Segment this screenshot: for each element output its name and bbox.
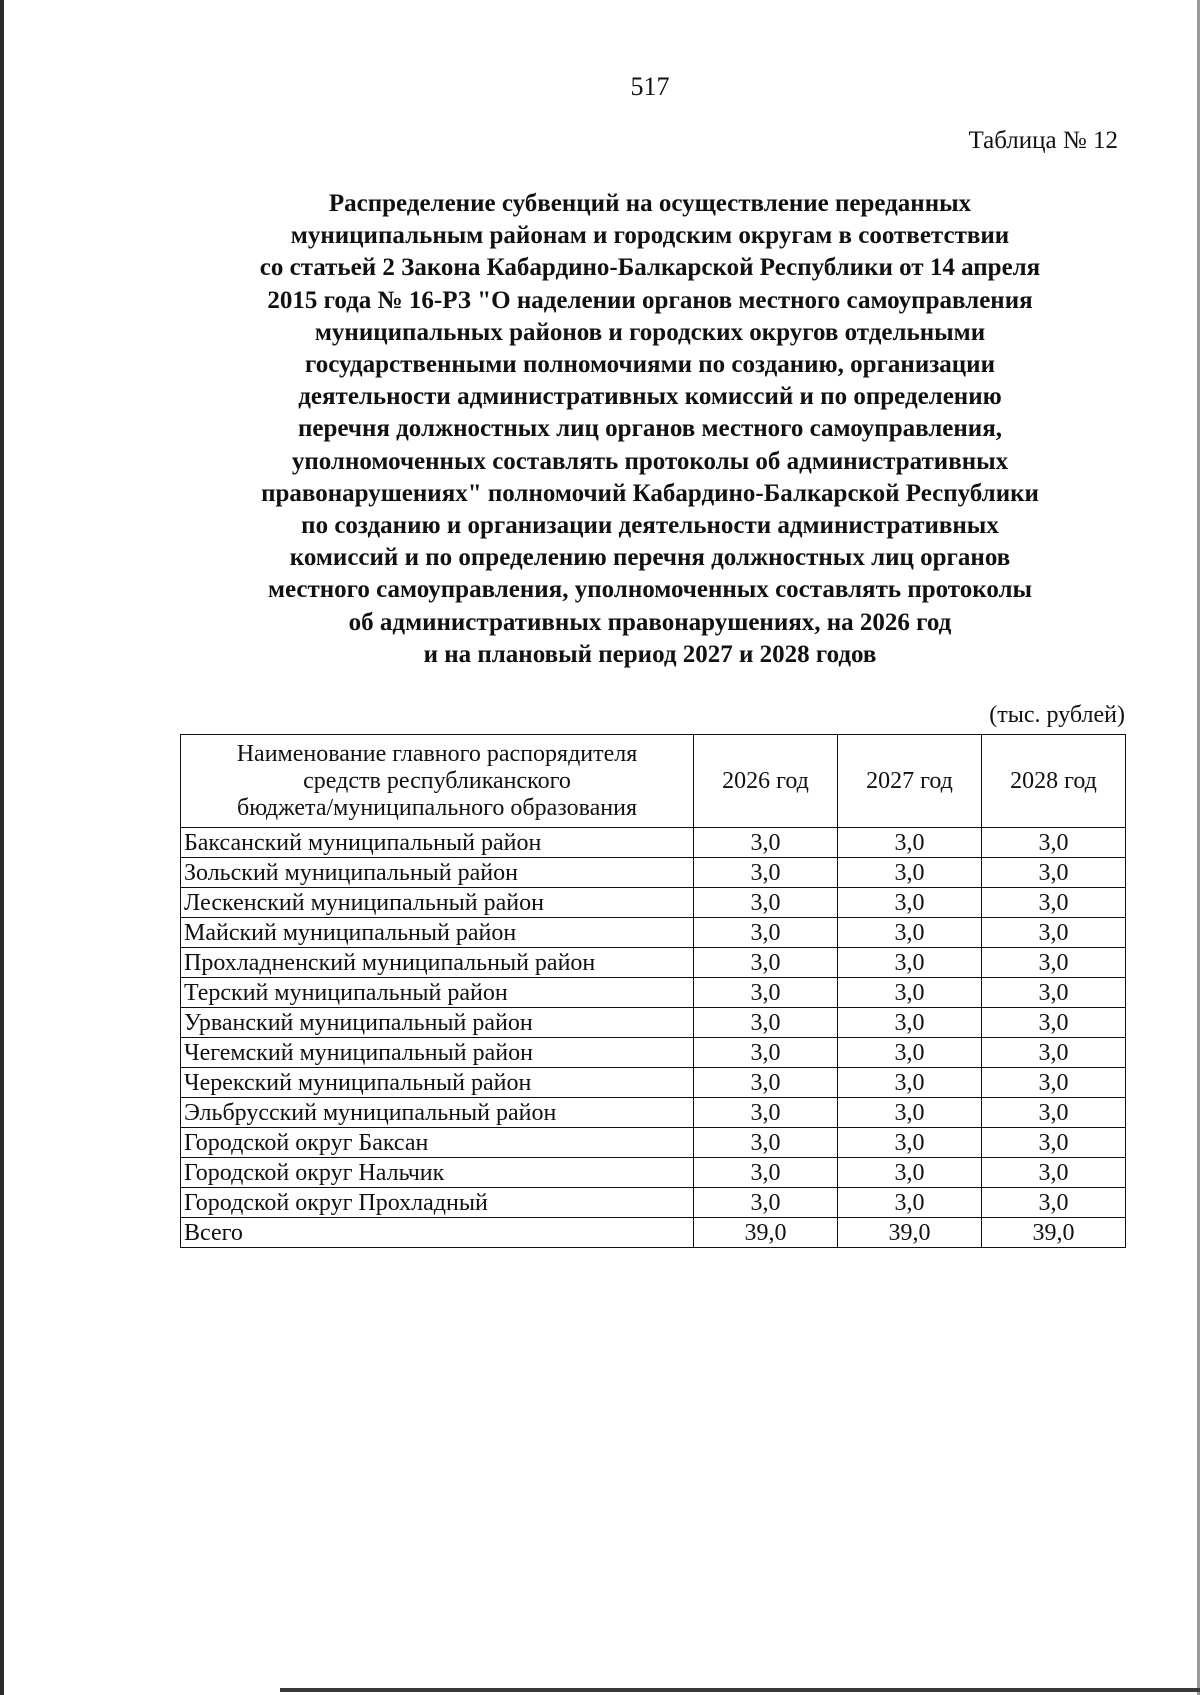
- title-line: по созданию и организации деятельности административных: [301, 512, 999, 540]
- table-row: [181, 1098, 1126, 1128]
- value-2027: 3,0: [838, 918, 982, 948]
- table-row: [181, 828, 1126, 858]
- scan-edge-left: [0, 0, 4, 1695]
- title-line: муниципальным районам и городским округам в соответствии: [290, 222, 1010, 250]
- table-row: [181, 1008, 1126, 1038]
- value-2028: 3,0: [982, 1068, 1126, 1098]
- value-2026: 3,0: [694, 828, 838, 858]
- row-name: Урванский муниципальный район: [181, 1008, 694, 1038]
- title-line: комиссий и по определению перечня должностных лиц органов: [289, 544, 1011, 572]
- value-2027: 3,0: [838, 948, 982, 978]
- table-row: [181, 918, 1126, 948]
- header-name-line: бюджета/муниципального образования: [236, 794, 638, 821]
- table-row: [181, 978, 1126, 1008]
- value-2028: 3,0: [982, 888, 1126, 918]
- value-2028: 3,0: [982, 858, 1126, 888]
- value-2026: 3,0: [694, 978, 838, 1008]
- value-2027: 3,0: [838, 1008, 982, 1038]
- total-row: [181, 1218, 1126, 1248]
- value-2026: 3,0: [694, 1158, 838, 1188]
- title-line: уполномоченных составлять протоколы об административных: [291, 447, 1009, 475]
- row-name: Городской округ Нальчик: [181, 1158, 694, 1188]
- table-row: [181, 1188, 1126, 1218]
- header-name-line: средств республиканского: [303, 767, 571, 794]
- value-2028: 3,0: [982, 1008, 1126, 1038]
- row-name: Всего: [181, 1218, 694, 1248]
- title-line: правонарушениях" полномочий Кабардино-Балкарской Республики: [261, 479, 1039, 507]
- title-line: Распределение субвенций на осуществление переданных: [328, 190, 972, 217]
- value-2026: 3,0: [694, 918, 838, 948]
- value-2027: 3,0: [838, 1098, 982, 1128]
- title-line: муниципальных районов и городских округов отдельными: [314, 318, 986, 346]
- row-name: Городской округ Прохладный: [181, 1188, 694, 1218]
- value-2027: 39,0: [838, 1218, 982, 1248]
- header-2027: 2027 год: [838, 735, 982, 828]
- title-line: местного самоуправления, уполномоченных составлять протоколы: [267, 576, 1033, 604]
- value-2028: 3,0: [982, 1128, 1126, 1158]
- row-name: Зольский муниципальный район: [181, 858, 694, 888]
- value-2028: 39,0: [982, 1218, 1126, 1248]
- value-2027: 3,0: [838, 1068, 982, 1098]
- table-body: [181, 828, 1126, 1248]
- value-2028: 3,0: [982, 828, 1126, 858]
- title-line: об административных правонарушениях, на 2026 год: [348, 608, 952, 636]
- value-2028: 3,0: [982, 1158, 1126, 1188]
- value-2027: 3,0: [838, 888, 982, 918]
- table-row: [181, 888, 1126, 918]
- table-row: [181, 1128, 1126, 1158]
- table-label: Таблица № 12: [968, 127, 1118, 154]
- title-line: деятельности административных комиссий и по определению: [298, 383, 1002, 411]
- table-row: [181, 948, 1126, 978]
- value-2026: 3,0: [694, 858, 838, 888]
- value-2026: 3,0: [694, 948, 838, 978]
- value-2027: 3,0: [838, 1188, 982, 1218]
- units-label: (тыс. рублей): [989, 702, 1125, 728]
- header-name-line: Наименование главного распорядителя: [236, 740, 638, 767]
- table-header-row: [181, 735, 1126, 828]
- row-name: Черекский муниципальный район: [181, 1068, 694, 1098]
- title-line: государственными полномочиями по созданию, организации: [305, 351, 995, 379]
- table-row: [181, 858, 1126, 888]
- value-2026: 3,0: [694, 1098, 838, 1128]
- value-2028: 3,0: [982, 918, 1126, 948]
- title-line: 2015 года № 16-РЗ "О наделении органов местного самоуправления: [267, 286, 1033, 314]
- value-2028: 3,0: [982, 1038, 1126, 1068]
- value-2027: 3,0: [838, 828, 982, 858]
- value-2026: 3,0: [694, 1038, 838, 1068]
- title-line: и на плановый период 2027 и 2028 годов: [423, 640, 877, 668]
- value-2027: 3,0: [838, 1158, 982, 1188]
- row-name: Эльбрусский муниципальный район: [181, 1098, 694, 1128]
- value-2026: 3,0: [694, 1068, 838, 1098]
- table-row: [181, 1068, 1126, 1098]
- row-name: Чегемский муниципальный район: [181, 1038, 694, 1068]
- value-2028: 3,0: [982, 978, 1126, 1008]
- table-row: [181, 1038, 1126, 1068]
- title-line: перечня должностных лиц органов местного самоуправления,: [298, 415, 1002, 443]
- header-2026: 2026 год: [694, 735, 838, 828]
- header-2028: 2028 год: [982, 735, 1126, 828]
- value-2026: 3,0: [694, 1188, 838, 1218]
- value-2027: 3,0: [838, 978, 982, 1008]
- row-name: Прохладненский муниципальный район: [181, 948, 694, 978]
- value-2027: 3,0: [838, 1038, 982, 1068]
- page-number: 517: [630, 72, 670, 101]
- value-2028: 3,0: [982, 948, 1126, 978]
- value-2028: 3,0: [982, 1098, 1126, 1128]
- value-2026: 3,0: [694, 888, 838, 918]
- header-name: [181, 735, 694, 828]
- value-2027: 3,0: [838, 858, 982, 888]
- document-title: [190, 188, 1110, 671]
- value-2026: 39,0: [694, 1218, 838, 1248]
- value-2026: 3,0: [694, 1128, 838, 1158]
- row-name: Городской округ Баксан: [181, 1128, 694, 1158]
- row-name: Терский муниципальный район: [181, 978, 694, 1008]
- value-2027: 3,0: [838, 1128, 982, 1158]
- subventions-table: [180, 734, 1126, 1248]
- row-name: Майский муниципальный район: [181, 918, 694, 948]
- row-name: Баксанский муниципальный район: [181, 828, 694, 858]
- table-row: [181, 1158, 1126, 1188]
- value-2026: 3,0: [694, 1008, 838, 1038]
- row-name: Лескенский муниципальный район: [181, 888, 694, 918]
- title-line: со статьей 2 Закона Кабардино-Балкарской Республики от 14 апреля: [259, 254, 1041, 282]
- value-2028: 3,0: [982, 1188, 1126, 1218]
- scan-edge-bottom: [280, 1688, 1200, 1692]
